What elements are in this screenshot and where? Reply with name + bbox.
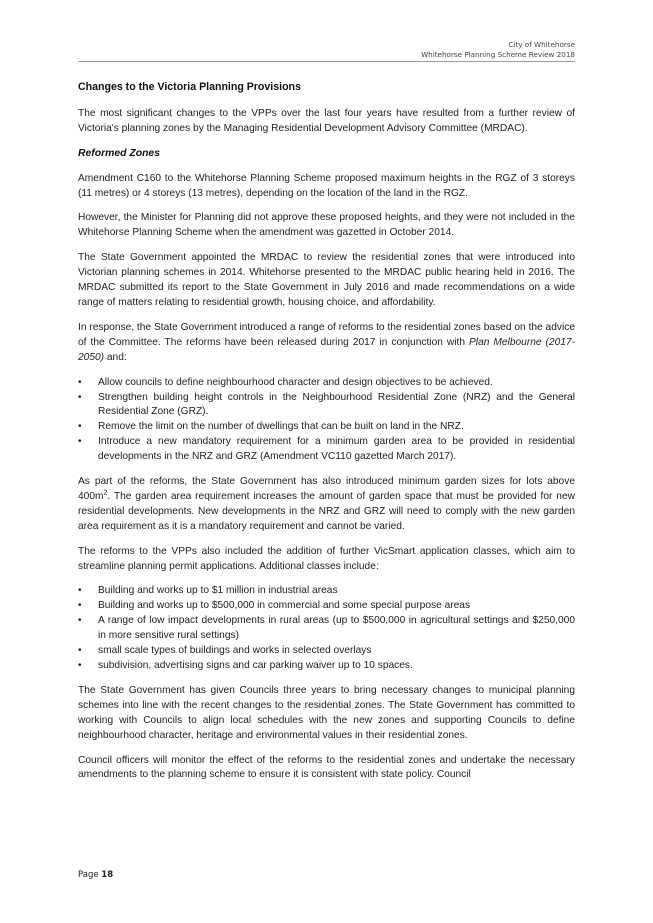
paragraph-garden-area — [78, 475, 575, 535]
header-org: City of Whitehorse — [508, 40, 575, 49]
response-text: In response, the State Government introduced a range of reforms to the residential zones based on the advice of the Committee. The reforms have been released during 2017 in conjunction with — [78, 321, 575, 348]
bullet-icon: • — [78, 615, 82, 627]
header-divider — [78, 61, 575, 62]
page-header — [421, 40, 575, 60]
list-item-text: Introduce a new mandatory requirement for a minimum garden area to be provided in residential developments in the NRZ and GRZ (Amendment VC110 gazetted March 2017). — [98, 436, 575, 463]
list-item — [78, 420, 575, 435]
vicsmart-list — [78, 584, 575, 673]
bullet-icon: • — [78, 421, 82, 433]
list-item — [78, 614, 575, 644]
list-item-text: Strengthen building height controls in the Neighbourhood Residential Zone (NRZ) and the General Residential Zone (GRZ). — [98, 391, 575, 418]
garden-text: As part of the reforms, the State Government has also introduced minimum garden sizes for lots above 400m — [78, 476, 575, 502]
paragraph-minister: However, the Minister for Planning did not approve these proposed heights, and they were not included in the Whitehorse Planning Scheme when the amendment was gazetted in October 2014. — [78, 212, 575, 239]
list-item-text: A range of low impact developments in rural areas (up to $500,000 in agricultural settings and $250,000 in more sensitive rural settings) — [98, 615, 575, 642]
list-item — [78, 391, 575, 421]
bullet-icon: • — [78, 645, 82, 657]
bullet-icon: • — [78, 600, 82, 612]
bullet-icon: • — [78, 660, 82, 671]
paragraph-vicsmart: The reforms to the VPPs also included the addition of further VicSmart application classes, which aim to streamline planning permit applications. Additional classes include: — [78, 545, 575, 572]
bullet-icon: • — [78, 585, 82, 597]
paragraph-response — [78, 321, 575, 366]
intro-paragraph: The most significant changes to the VPPs over the last four years have resulted from a further review of Victoria's planning zones by the Managing Residential Development Advisory Committee (MRDAC). — [78, 107, 575, 134]
list-item-text: Building and works up to $500,000 in commercial and some special purpose areas — [98, 600, 471, 612]
bullet-icon: • — [78, 376, 82, 388]
list-item-text: Building and works up to $1 million in industrial areas — [98, 585, 338, 597]
paragraph-mrdac: The State Government appointed the MRDAC to review the residential zones that were introduced into Victorian planning schemes in 2014. Whitehorse presented to the MRDAC public hearing held in 2016. The MRDAC submitted its report to the State Government in July 2016 and made recommendations on a wide range of matters relating to residential growth, housing choice, and affordability. — [78, 252, 575, 308]
subsection-heading: Reformed Zones — [78, 147, 160, 159]
response-tail: and: — [104, 351, 127, 363]
list-item — [78, 376, 575, 391]
garden-text-tail: . The garden area requirement increases the amount of garden space that must be provided for new residential developments. New developments in the NRZ and GRZ will need to comply with the new garden area requirement as it is a mandatory requirement and cannot be varied. — [78, 490, 575, 532]
bullet-icon: • — [78, 391, 82, 403]
section-heading: Changes to the Victoria Planning Provisions — [78, 81, 301, 93]
page-content — [78, 80, 575, 793]
list-item — [78, 659, 575, 674]
list-item — [78, 599, 575, 614]
list-item — [78, 584, 575, 599]
bullet-icon: • — [78, 436, 82, 448]
superscript: 2 — [103, 489, 108, 497]
list-item-text: small scale types of buildings and works in selected overlays — [98, 645, 372, 657]
page-label: Page — [78, 870, 99, 880]
reform-list — [78, 376, 575, 465]
page-footer — [78, 870, 113, 880]
list-item — [78, 644, 575, 659]
paragraph-three-years: The State Government has given Councils three years to bring necessary changes to municipal planning schemes into line with the recent changes to the residential zones. The State Government has committed to working with Councils to align local schedules with the new zones and supporting Councils to define neighbourhood character, heritage and environmental values in their residential zones. — [78, 684, 575, 741]
header-doc-title: Whitehorse Planning Scheme Review 2018 — [421, 50, 575, 59]
paragraph-monitor: Council officers will monitor the effect of the reforms to the residential zones and undertake the necessary amendments to the planning scheme to ensure it is consistent with state policy. Council — [78, 754, 575, 781]
list-item-text: subdivision, advertising signs and car parking waiver up to 10 spaces. — [98, 660, 413, 671]
plan-melbourne-reference: Plan Melbourne (2017-2050) — [78, 336, 575, 363]
list-item — [78, 435, 575, 465]
page-number: 18 — [101, 870, 114, 880]
list-item-text: Allow councils to define neighbourhood character and design objectives to be achieved. — [98, 376, 493, 388]
list-item-text: Remove the limit on the number of dwellings that can be built on land in the NRZ. — [98, 421, 464, 433]
paragraph-c160: Amendment C160 to the Whitehorse Planning Scheme proposed maximum heights in the RGZ of 3 storeys (11 metres) or 4 storeys (13 metres), depending on the location of the land in the RGZ. — [78, 172, 575, 199]
